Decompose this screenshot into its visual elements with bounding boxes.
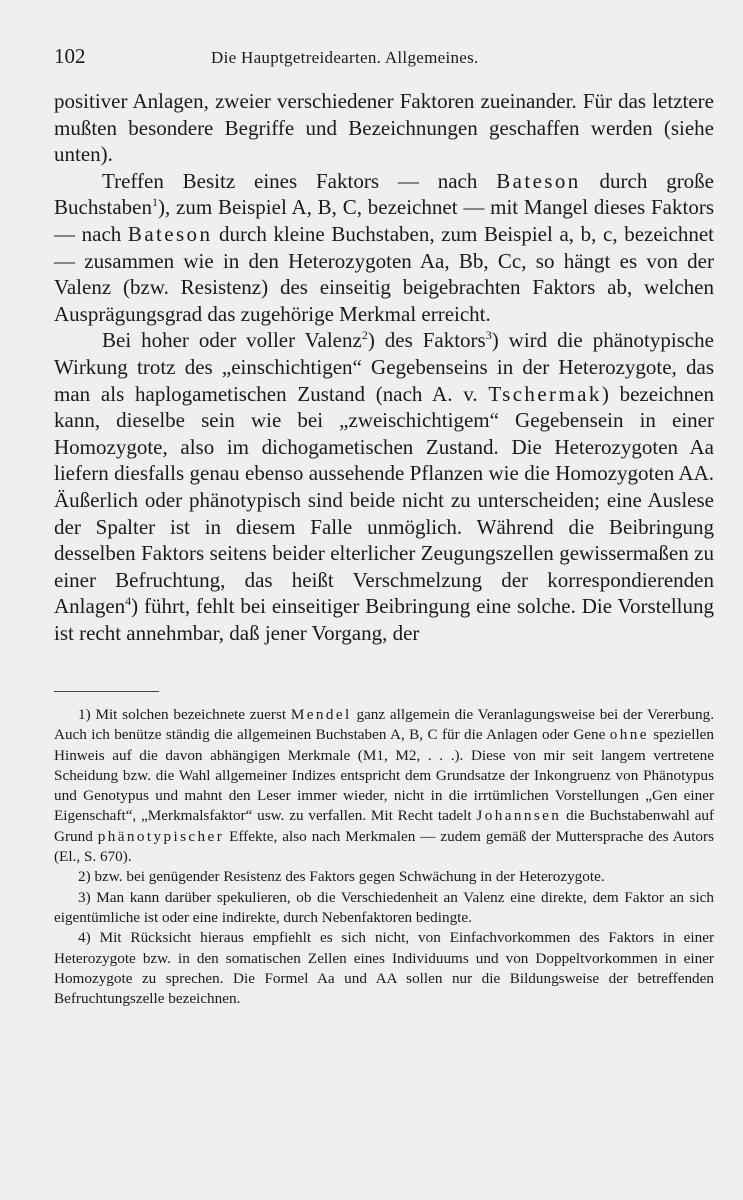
paragraph-3: Bei hoher oder voller Valenz$^2$) des Faktors$^3$) wird die phänotypische Wirkung trotz des „einschichtigen“ Gegebenseins in der Heterozygote, das man als haplogametischen Zustand (nach A. v. Tschermak) bezeichnen kann, dieselbe sein wie bei „zweischichtigem“ Gegebensein in einer Homozygote, also im dichogametischen Zustand. Die Heterozygoten Aa liefern diesfalls genau ebenso aussehende Pflanzen wie die Homozygoten AA. Äußerlich oder phänotypisch sind beide nicht zu unterscheiden; eine Auslese der Spalter ist in diesem Falle unmöglich. Während die Beibringung desselben Faktors seitens beider elterlicher Zeugungszellen gewissermaßen zu einer Befruchtung, das heißt Verschmelzung der korrespondierenden Anlagen$^4$) führt, fehlt bei einseitiger Beibringung eine solche. Die Vorstellung ist recht annehmbar, daß jener Vorgang, der [54, 328, 715, 645]
author-name: Mendel [290, 706, 352, 723]
emphasis: ohne [609, 726, 649, 744]
footnote-4: 4) Mit Rücksicht hieraus empfiehlt es sich nicht, von Einfachvorkommen des Faktors in einer Heterozygote bzw. in den somatischen Zellen eines Individuums und von Doppeltvorkommen in einer Homozygote zu sprechen. Die Formel Aa und AA sollen nur die Bildungsweise der betreffenden Befruchtungszelle bezeichnen. [54, 929, 714, 1008]
paragraph-1: positiver Anlagen, zweier verschiedener Faktoren zueinander. Für das letztere mußten besondere Begriffe und Bezeichnungen geschaffen werden (siehe unten). [54, 89, 714, 167]
footnote-1: 1) Mit solchen bezeichnete zuerst Mendel ganz allgemein die Veranlagungsweise bei der Vererbung. Auch ich benütze ständig die allgemeinen Buchstaben A, B, C für die Anlagen oder Gene ohne speziellen Hinweis auf die davon abhängigen Merkmale (M1, M2, . . .). Diese von mir seit langem vertretene Scheidung bzw. die Wahl allgemeiner Indizes entspricht dem Grundsatze der Inkongruenz von Phänotypus und Genotypus und mahnt den Leser immer wieder, nicht in die irrtümlichen Vorstellungen „Gen einer Eigenschaft“, „Merkmalsfaktor“ usw. zu verfallen. Mit Recht tadelt Johannsen die Buchstabenwahl auf Grund phänotypischer Effekte, also nach Merkmalen — zudem gemäß der Muttersprache des Autors (El., S. 670). [54, 706, 715, 866]
running-title: Die Hauptgetreidearten. Allgemeines. [211, 48, 479, 67]
paragraph-2: Treffen Besitz eines Faktors — nach Bateson durch große Buchstaben$^1$), zum Beispiel A, B, C, bezeichnet — mit Mangel dieses Faktors — nach Bateson durch kleine Buchstaben, zum Beispiel a, b, c, bezeichnet — zusammen wie in den Heterozygoten Aa, Bb, Cc, so hängt es von der Valenz (bzw. Resistenz) des einseitig beigebrachten Faktors ab, welchen Ausprägungsgrad das zugehörige Merkmal erreicht. [54, 168, 715, 326]
footnote-divider [54, 691, 159, 692]
author-name: Tschermak [488, 381, 602, 406]
main-text [54, 88, 714, 646]
running-header [54, 44, 714, 74]
footnote-2: 2) bzw. bei genügender Resistenz des Faktors gegen Schwächung in der Heterozygote. [78, 868, 605, 886]
footnote-ref[interactable]: 1 [151, 195, 158, 210]
footnote-3: 3) Man kann darüber spekulieren, ob die Verschiedenheit an Valenz eine direkte, dem Faktor an sich eigentümliche ist oder eine indirekte, durch Nebenfaktoren bedingte. [54, 888, 714, 926]
footnotes [54, 705, 714, 1009]
page-number: 102 [54, 44, 86, 68]
emphasis: phänotypischer [97, 827, 225, 845]
footnote-ref[interactable]: 2 [361, 328, 368, 343]
footnote-ref[interactable]: 4 [125, 594, 132, 609]
author-name: Johannsen [476, 807, 562, 825]
author-name: Bateson [127, 221, 213, 246]
author-name: Bateson [496, 168, 581, 193]
footnote-ref[interactable]: 3 [485, 328, 492, 343]
